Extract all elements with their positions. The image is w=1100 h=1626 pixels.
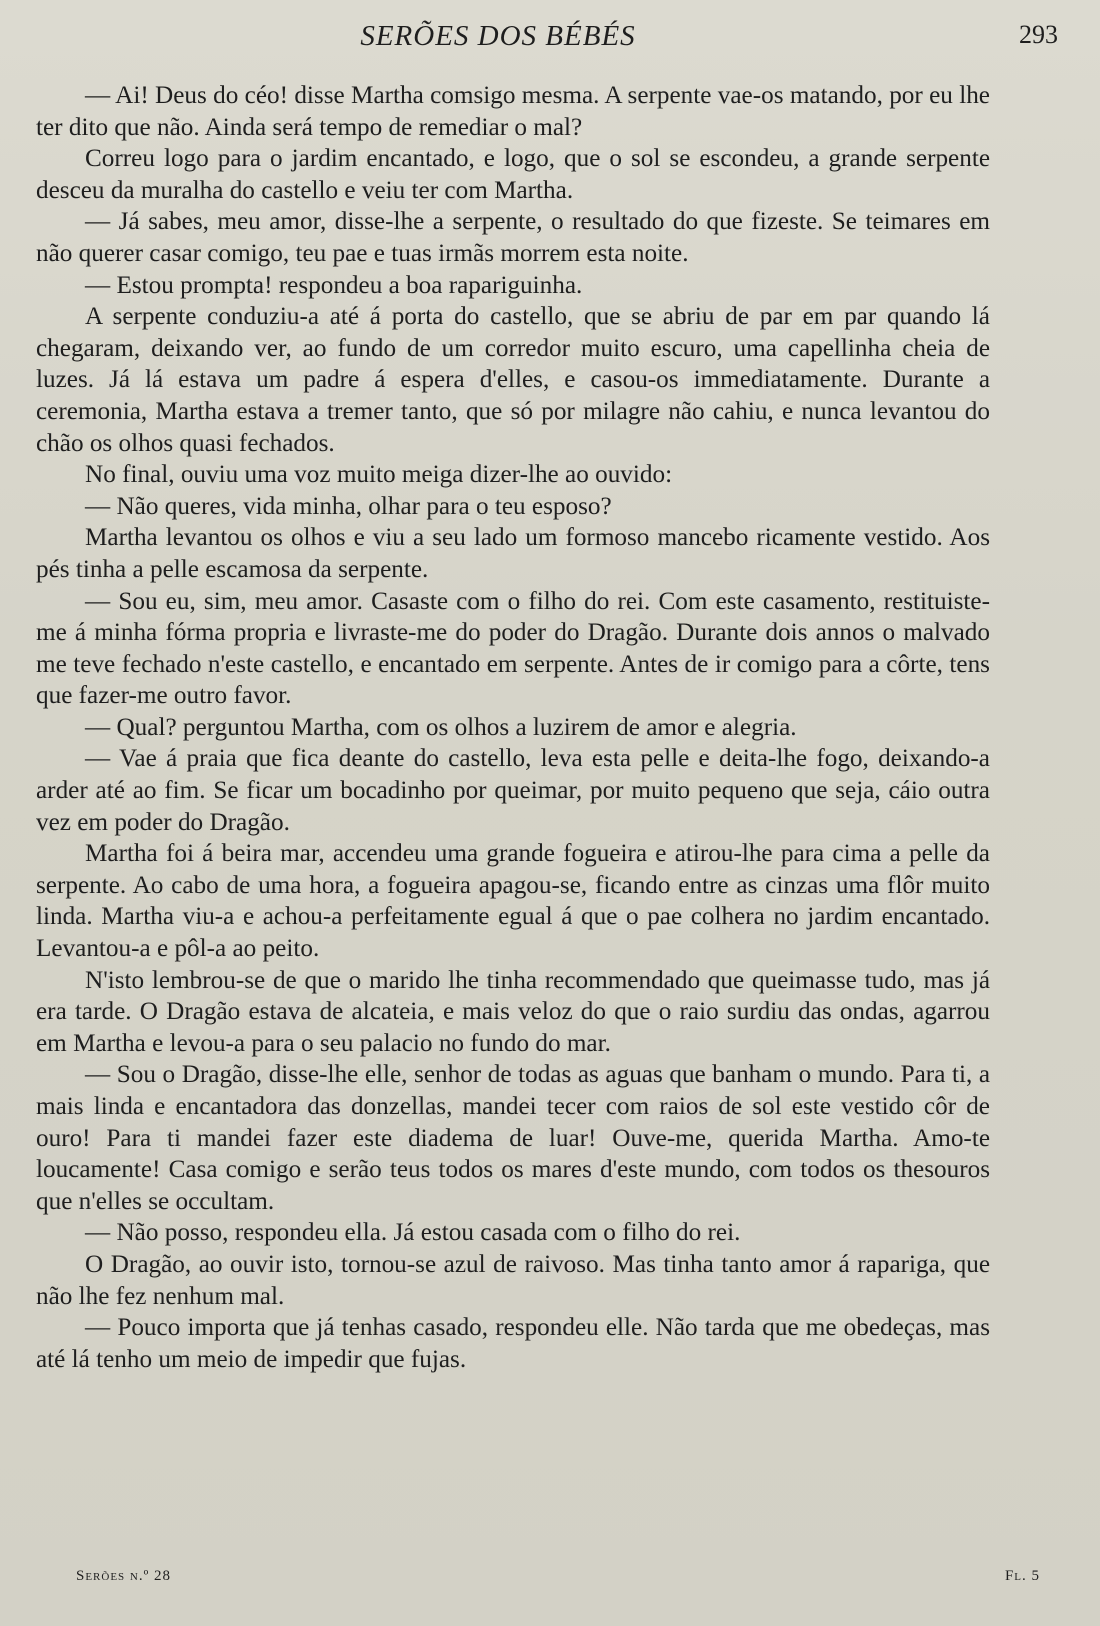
- paragraph: — Sou eu, sim, meu amor. Casaste com o filho do rei. Com este casamento, restituiste-me á minha fórma propria e livraste-me do poder do Dragão. Durante dois annos o malvado me teve fechado n'este castello, e encantado em serpente. Antes de ir comigo para a côrte, tens que fazer-me outro favor.: [36, 587, 990, 710]
- page-header: [36, 18, 1058, 58]
- paragraph: — Qual? perguntou Martha, com os olhos a luzirem de amor e alegria.: [85, 713, 797, 741]
- paragraph: — Não posso, respondeu ella. Já estou casada com o filho do rei.: [85, 1219, 741, 1247]
- paragraph: — Já sabes, meu amor, disse-lhe a serpente, o resultado do que fizeste. Se teimares em não querer casar comigo, teu pae e tuas irmãs morrem esta noite.: [36, 208, 990, 267]
- page-number: 293: [1019, 20, 1058, 49]
- page-footer: [76, 1568, 1040, 1592]
- paragraph: No final, ouviu uma voz muito meiga dizer-lhe ao ouvido:: [85, 461, 673, 489]
- paragraph: Correu logo para o jardim encantado, e logo, que o sol se escondeu, a grande serpente desceu da muralha do castello e veiu ter com Martha.: [36, 145, 990, 204]
- signature-mark-right: Fl. 5: [1004, 1568, 1040, 1584]
- paragraph: — Estou prompta! respondeu a boa rapariguinha.: [85, 271, 583, 299]
- paragraph: O Dragão, ao ouvir isto, tornou-se azul de raivoso. Mas tinha tanto amor á rapariga, que não lhe fez nenhum mal.: [36, 1250, 990, 1310]
- paragraph: Martha levantou os olhos e viu a seu lado um formoso mancebo ricamente vestido. Aos pés tinha a pelle escamosa da serpente.: [36, 524, 990, 583]
- paragraph: — Não queres, vida minha, olhar para o teu esposo?: [85, 492, 612, 520]
- paragraph: — Sou o Dragão, disse-lhe elle, senhor de todas as aguas que banham o mundo. Para ti, a mais linda e encantadora das donzellas, mandei tecer com raios de sol este vestido côr de ouro! Para ti mandei fazer este diadema de luar! Ouve-me, querida Martha. Amo-te loucamente! Casa comigo e serão teus todos os mares d'este mundo, com todos os thesouros que n'elles se occultam.: [36, 1061, 990, 1215]
- paragraph: A serpente conduziu-a até á porta do castello, que se abriu de par em par quando lá chegaram, deixando ver, ao fundo de um corredor muito escuro, uma capellinha cheia de luzes. Já lá estava um padre á espera d'elles, e casou-os immediatamente. Durante a ceremonia, Martha estava a tremer tanto, que só por milagre não cahiu, e nunca levantou do chão os olhos quasi fechados.: [36, 303, 990, 457]
- body-text: [36, 80, 990, 1375]
- paragraph: — Pouco importa que já tenhas casado, respondeu elle. Não tarda que me obedeças, mas até lá tenho um meio de impedir que fujas.: [36, 1314, 990, 1373]
- paragraph: N'isto lembrou-se de que o marido lhe tinha recommendado que queimasse tudo, mas já era tarde. O Dragão estava de alcateia, e mais veloz do que o raio surdiu das ondas, agarrou em Martha e levou-a para o seu palacio no fundo do mar.: [36, 966, 990, 1057]
- running-title: SERÕES DOS BÉBÉS: [360, 20, 636, 52]
- signature-mark-left: Serões n.º 28: [76, 1568, 172, 1584]
- paragraph: — Ai! Deus do céo! disse Martha comsigo mesma. A serpente vae-os matando, por eu lhe ter dito que não. Ainda será tempo de remediar o mal?: [36, 82, 990, 141]
- paragraph: — Vae á praia que fica deante do castello, leva esta pelle e deita-lhe fogo, deixando-a arder até ao fim. Se ficar um bocadinho por queimar, por muito pequeno que seja, cáio outra vez em poder do Dragão.: [36, 745, 990, 836]
- paragraph: Martha foi á beira mar, accendeu uma grande fogueira e atirou-lhe para cima a pelle da serpente. Ao cabo de uma hora, a fogueira apagou-se, ficando entre as cinzas uma flôr muito linda. Martha viu-a e achou-a perfeitamente egual á que o pae colhera no jardim encantado. Levantou-a e pôl-a ao peito.: [36, 840, 990, 963]
